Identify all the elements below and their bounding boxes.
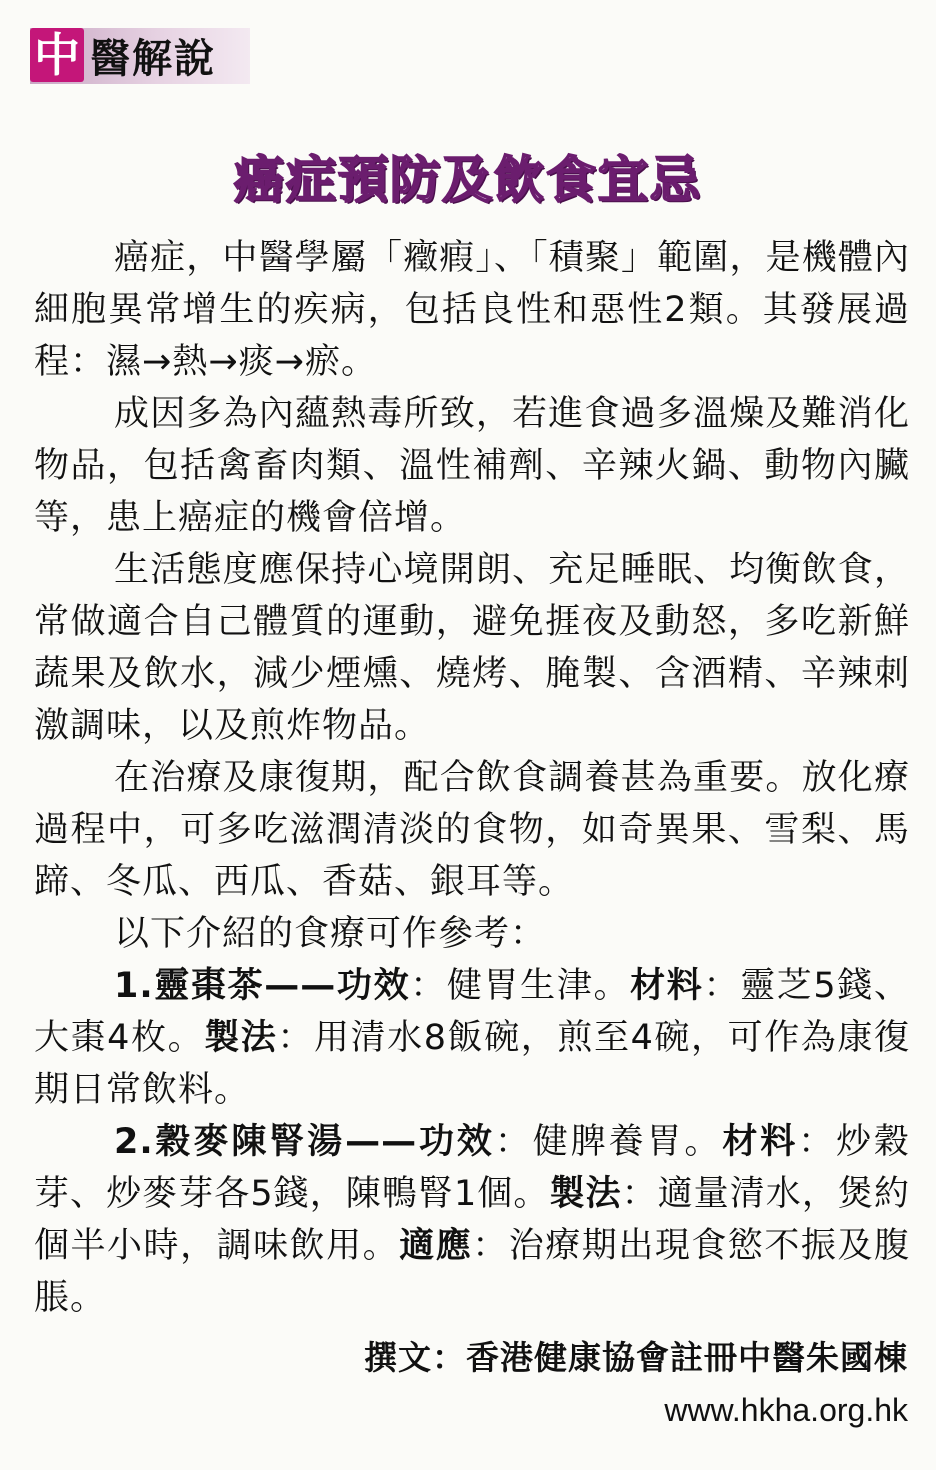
column-badge: 中 (30, 28, 84, 82)
recipe-2-effect-label: 功效 (417, 1122, 495, 1162)
recipe-2-material-label: 材料 (722, 1122, 799, 1162)
recipe-1-material: ：靈芝5錢、大棗4枚。 (34, 966, 910, 1058)
paragraph-3: 生活態度應保持心境開朗、充足睡眠、均衡飲食，常做適合自己體質的運動，避免捱夜及動怒，多吃新鮮蔬果及飲水，減少煙燻、燒烤、腌製、含酒精、辛辣刺激調味，以及煎炸物品。 (34, 550, 910, 746)
recipe-1-method: ：用清水8飯碗，煎至4碗，可作為康復期日常飲料。 (34, 1018, 910, 1110)
column-header (30, 22, 250, 88)
author-byline: 撰文：香港健康協會註冊中醫朱國棟 (364, 1338, 908, 1377)
article-title: 癌症預防及飲食宜忌 (234, 151, 702, 209)
recipe-2-indication-label: 適應 (399, 1226, 473, 1266)
paragraph-4: 在治療及康復期，配合飲食調養甚為重要。放化療過程中，可多吃滋潤清淡的食物，如奇異果、雪梨、馬蹄、冬瓜、西瓜、香菇、銀耳等。 (34, 758, 910, 902)
paragraph-5: 以下介紹的食療可作參考： (114, 914, 547, 954)
recipe-2 (34, 1116, 910, 1324)
recipe-1-method-label: 製法 (204, 1018, 278, 1058)
recipe-1-effect: ：健胃生津。 (410, 966, 631, 1006)
recipe-1-effect-label: 功效 (336, 966, 411, 1006)
recipe-1 (34, 960, 910, 1116)
paragraph-2: 成因多為內蘊熱毒所致，若進食過多溫燥及難消化物品，包括禽畜肉類、溫性補劑、辛辣火鍋、動物內臟等，患上癌症的機會倍增。 (34, 394, 910, 538)
recipe-2-effect: ：健脾養胃。 (494, 1122, 723, 1162)
recipe-2-indication: ：治療期出現食慾不振及腹脹。 (34, 1226, 910, 1318)
recipe-2-name: 2.穀麥陳腎湯—— (114, 1122, 418, 1162)
article-body (34, 232, 910, 1324)
recipe-2-material: ：炒穀芽、炒麥芽各5錢，陳鴨腎1個。 (34, 1122, 910, 1214)
paragraph-1: 癌症，中醫學屬「癥瘕」、「積聚」範圍，是機體內細胞異常增生的疾病，包括良性和惡性2類。其發展過程：濕→熱→痰→瘀。 (34, 238, 910, 382)
recipe-1-material-label: 材料 (630, 966, 704, 1006)
recipe-1-name: 1.靈棗茶—— (114, 966, 337, 1006)
recipe-2-method: ：適量清水，煲約個半小時，調味飲用。 (34, 1174, 910, 1266)
column-label: 醫解說 (90, 35, 216, 82)
recipe-2-method-label: 製法 (549, 1174, 622, 1214)
website-url: www.hkha.org.hk (664, 1392, 908, 1428)
